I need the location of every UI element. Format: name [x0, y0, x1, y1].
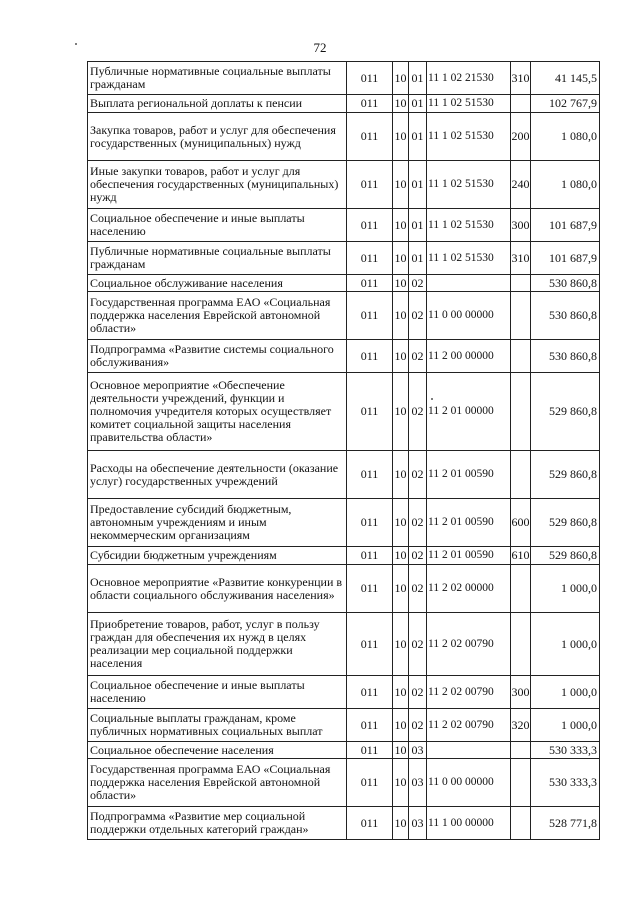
row-name: Основное мероприятие «Развитие конкуренции в области социального обслуживания населения» [88, 565, 347, 613]
budget-table [87, 61, 600, 840]
table-row [88, 209, 600, 242]
row-grbs: 011 [347, 613, 393, 676]
row-subsection: 02 [409, 547, 427, 565]
row-name: Социальное обслуживание населения [88, 275, 347, 292]
row-expense-type [511, 807, 531, 840]
row-subsection: 01 [409, 242, 427, 275]
row-section: 10 [393, 613, 409, 676]
row-target-article: 11 1 02 51530 [427, 95, 511, 113]
row-name: Публичные нормативные социальные выплаты гражданам [88, 62, 347, 95]
row-name: Публичные нормативные социальные выплаты гражданам [88, 242, 347, 275]
row-amount: 1 080,0 [531, 161, 600, 209]
table-body [88, 62, 600, 840]
table-row [88, 275, 600, 292]
row-name: Предоставление субсидий бюджетным, автономным учреждениям и иным некоммерческим организациям [88, 499, 347, 547]
row-subsection: 02 [409, 565, 427, 613]
row-grbs: 011 [347, 807, 393, 840]
row-target-article: 11 2 02 00000 [427, 565, 511, 613]
table-row [88, 451, 600, 499]
row-amount: 528 771,8 [531, 807, 600, 840]
row-grbs: 011 [347, 676, 393, 709]
row-expense-type: 240 [511, 161, 531, 209]
row-name: Иные закупки товаров, работ и услуг для обеспечения государственных (муниципальных) нужд [88, 161, 347, 209]
row-section: 10 [393, 209, 409, 242]
row-expense-type [511, 451, 531, 499]
row-section: 10 [393, 242, 409, 275]
row-grbs: 011 [347, 275, 393, 292]
row-grbs: 011 [347, 242, 393, 275]
row-subsection: 02 [409, 275, 427, 292]
row-amount: 1 080,0 [531, 113, 600, 161]
table-row [88, 759, 600, 807]
row-name: Государственная программа ЕАО «Социальная поддержка населения Еврейской автономной области» [88, 759, 347, 807]
row-expense-type [511, 340, 531, 373]
row-target-article: 11 2 02 00790 [427, 709, 511, 742]
row-section: 10 [393, 292, 409, 340]
row-expense-type [511, 759, 531, 807]
row-target-article: 11 2 02 00790 [427, 676, 511, 709]
row-amount: 1 000,0 [531, 565, 600, 613]
row-target-article: 11 2 02 00790 [427, 613, 511, 676]
row-subsection: 01 [409, 95, 427, 113]
row-target-article: 11 0 00 00000 [427, 292, 511, 340]
row-section: 10 [393, 373, 409, 451]
row-grbs: 011 [347, 340, 393, 373]
table-row [88, 613, 600, 676]
row-amount: 101 687,9 [531, 209, 600, 242]
row-subsection: 03 [409, 742, 427, 759]
row-expense-type [511, 275, 531, 292]
row-name: Субсидии бюджетным учреждениям [88, 547, 347, 565]
table-row [88, 742, 600, 759]
row-expense-type: 200 [511, 113, 531, 161]
row-expense-type [511, 373, 531, 451]
row-section: 10 [393, 759, 409, 807]
row-name: Подпрограмма «Развитие системы социального обслуживания» [88, 340, 347, 373]
row-expense-type [511, 565, 531, 613]
row-target-article: 11 2 01 00590 [427, 499, 511, 547]
row-target-article: 11 2 00 00000 [427, 340, 511, 373]
row-section: 10 [393, 95, 409, 113]
row-subsection: 01 [409, 62, 427, 95]
row-section: 10 [393, 676, 409, 709]
row-section: 10 [394, 742, 407, 757]
row-section: 10 [393, 113, 409, 161]
row-grbs: 011 [347, 373, 393, 451]
row-grbs: 011 [347, 759, 393, 807]
table-row [88, 113, 600, 161]
row-amount: 529 860,8 [531, 451, 600, 499]
row-target-article: 11 2 01 00000 [427, 373, 511, 451]
row-expense-type: 610 [511, 547, 531, 565]
row-subsection: 02 [409, 292, 427, 340]
row-target-article: 11 1 02 51530 [427, 209, 511, 242]
row-grbs: 011 [347, 451, 393, 499]
table-row [88, 161, 600, 209]
row-section: 10 [393, 451, 409, 499]
row-target-article: 11 1 00 00000 [427, 807, 511, 840]
row-subsection: 02 [409, 709, 427, 742]
row-section: 10 [393, 499, 409, 547]
row-name: Расходы на обеспечение деятельности (оказание услуг) государственных учреждений [88, 451, 347, 499]
row-target-article: 11 1 02 21530 [427, 62, 511, 95]
row-target-article: 11 2 01 00590 [427, 451, 511, 499]
row-target-article [427, 742, 511, 759]
row-grbs: 011 [347, 62, 393, 95]
row-amount: 529 860,8 [531, 373, 600, 451]
row-amount: 1 000,0 [531, 676, 600, 709]
row-expense-type [511, 95, 531, 113]
row-amount: 41 145,5 [531, 62, 600, 95]
row-subsection: 01 [409, 113, 427, 161]
row-subsection: 03 [409, 759, 427, 807]
table-row [88, 242, 600, 275]
row-amount: 530 860,8 [531, 275, 600, 292]
row-amount: 101 687,9 [531, 242, 600, 275]
table-row [88, 547, 600, 565]
row-name: Социальное обеспечение и иные выплаты населению [88, 209, 347, 242]
table-row [88, 95, 600, 113]
row-grbs: 011 [347, 113, 393, 161]
row-subsection: 03 [409, 807, 427, 840]
row-grbs: 011 [347, 95, 393, 113]
row-subsection: 01 [409, 209, 427, 242]
row-name: Основное мероприятие «Обеспечение деятельности учреждений, функции и полномочия учредителя которых осуществляет комитет социальной защиты населения правительства области» [88, 373, 347, 451]
row-subsection: 02 [409, 676, 427, 709]
row-name: Приобретение товаров, работ, услуг в пользу граждан для обеспечения их нужд в целях реализации мер социальной поддержки населения [88, 613, 347, 676]
row-name: Выплата региональной доплаты к пенсии [88, 95, 347, 113]
row-section: 10 [393, 709, 409, 742]
row-grbs: 011 [347, 547, 393, 565]
row-section: 10 [393, 547, 409, 565]
row-expense-type: 310 [511, 242, 531, 275]
row-amount: 529 860,8 [531, 499, 600, 547]
row-section: 10 [393, 340, 409, 373]
row-name: Социальное обеспечение населения [88, 742, 347, 759]
row-grbs: 011 [347, 565, 393, 613]
row-section: 10 [394, 275, 407, 290]
table-row [88, 807, 600, 840]
row-section: 10 [393, 62, 409, 95]
row-name: Подпрограмма «Развитие мер социальной поддержки отдельных категорий граждан» [88, 807, 347, 840]
scan-speck [431, 398, 433, 400]
scan-speck [75, 43, 77, 45]
row-amount: 529 860,8 [531, 547, 600, 565]
table-row [88, 565, 600, 613]
row-grbs: 011 [347, 499, 393, 547]
row-grbs: 011 [347, 709, 393, 742]
row-expense-type: 300 [511, 676, 531, 709]
row-expense-type: 300 [511, 209, 531, 242]
table-row [88, 709, 600, 742]
row-target-article: 11 1 02 51530 [427, 242, 511, 275]
row-amount: 530 333,3 [531, 759, 600, 807]
row-expense-type [511, 292, 531, 340]
row-grbs: 011 [347, 742, 393, 759]
row-amount: 1 000,0 [531, 613, 600, 676]
row-subsection: 02 [409, 613, 427, 676]
page-number: 72 [313, 40, 327, 55]
row-expense-type [511, 742, 531, 759]
row-expense-type [511, 613, 531, 676]
row-amount: 1 000,0 [531, 709, 600, 742]
row-grbs: 011 [347, 209, 393, 242]
table-row [88, 340, 600, 373]
row-target-article: 11 1 02 51530 [427, 161, 511, 209]
row-amount: 530 333,3 [531, 742, 600, 759]
row-name: Социальное обеспечение и иные выплаты населению [88, 676, 347, 709]
row-target-article: 11 1 02 51530 [427, 113, 511, 161]
row-grbs: 011 [347, 161, 393, 209]
row-section: 10 [393, 161, 409, 209]
row-subsection: 02 [409, 499, 427, 547]
table-row [88, 676, 600, 709]
row-expense-type: 310 [511, 62, 531, 95]
row-name: Социальные выплаты гражданам, кроме публичных нормативных социальных выплат [88, 709, 347, 742]
row-amount: 102 767,9 [531, 95, 600, 113]
row-section: 10 [393, 565, 409, 613]
table-row [88, 499, 600, 547]
row-section: 10 [393, 807, 409, 840]
row-subsection: 02 [409, 451, 427, 499]
row-grbs: 011 [347, 292, 393, 340]
row-name: Закупка товаров, работ и услуг для обеспечения государственных (муниципальных) нужд [88, 113, 347, 161]
table-row [88, 62, 600, 95]
table-row [88, 292, 600, 340]
row-target-article [427, 275, 511, 292]
row-expense-type: 600 [511, 499, 531, 547]
table-row [88, 373, 600, 451]
row-subsection: 02 [409, 340, 427, 373]
row-amount: 530 860,8 [531, 292, 600, 340]
row-subsection: 02 [409, 373, 427, 451]
row-target-article: 11 2 01 00590 [427, 547, 511, 565]
row-amount: 530 860,8 [531, 340, 600, 373]
row-target-article: 11 0 00 00000 [427, 759, 511, 807]
row-subsection: 01 [409, 161, 427, 209]
row-name: Государственная программа ЕАО «Социальная поддержка населения Еврейской автономной области» [88, 292, 347, 340]
row-expense-type: 320 [511, 709, 531, 742]
